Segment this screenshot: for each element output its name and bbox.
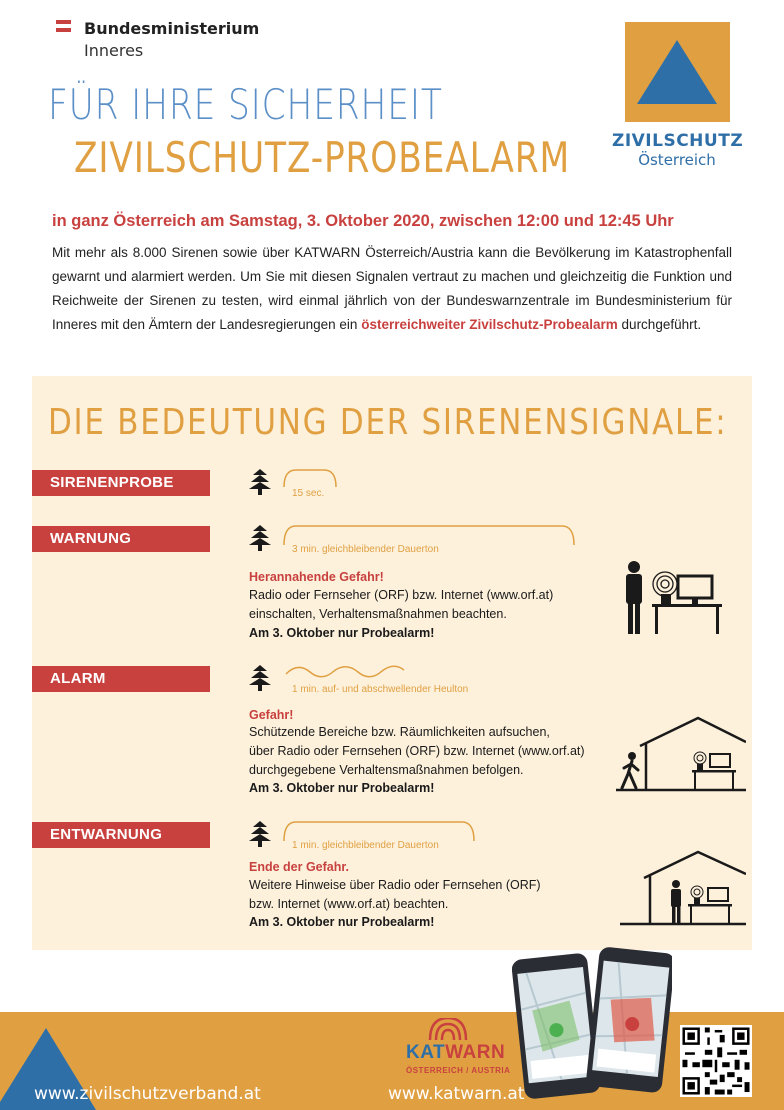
katwarn-sub: ÖSTERREICH / AUSTRIA bbox=[406, 1066, 511, 1075]
austria-flag-icon bbox=[56, 20, 71, 32]
heading-alarm: Gefahr! bbox=[249, 708, 294, 722]
text-alarm-1: Schützende Bereiche bzw. Räumlichkeiten aufsuchen, bbox=[249, 725, 550, 739]
siren-icon bbox=[249, 469, 271, 495]
text-alarm-2: über Radio oder Fernsehen (ORF) bzw. Internet (www.orf.at) bbox=[249, 744, 585, 758]
katwarn-kat: KAT bbox=[406, 1042, 446, 1063]
intro-text-after: durchgeführt. bbox=[617, 317, 702, 332]
label-warnung: 3 min. gleichbleibender Dauerton bbox=[292, 544, 439, 555]
label-alarm: 1 min. auf- und abschwellender Heulton bbox=[292, 684, 469, 695]
house-person-indoors-icon bbox=[620, 848, 746, 928]
signals-title: DIE BEDEUTUNG DER SIRENENSIGNALE: bbox=[48, 402, 728, 443]
text-alarm-3: durchgegebene Verhaltensmaßnahmen befolgen. bbox=[249, 763, 524, 777]
text-warnung-1: Radio oder Fernseher (ORF) bzw. Internet (www.orf.at) bbox=[249, 588, 554, 602]
label-entwarnung: 1 min. gleichbleibender Dauerton bbox=[292, 840, 439, 851]
text-entwarnung-1: Weitere Hinweise über Radio oder Fernsehen (ORF) bbox=[249, 878, 541, 892]
heading-entwarnung: Ende der Gefahr. bbox=[249, 860, 350, 874]
tag-warnung: WARNUNG bbox=[32, 526, 210, 552]
siren-icon bbox=[249, 525, 271, 551]
siren-icon bbox=[249, 821, 271, 847]
broadcast-waves-icon bbox=[428, 1018, 468, 1042]
tag-sirenenprobe: SIRENENPROBE bbox=[32, 470, 210, 496]
smartphones-image bbox=[512, 946, 672, 1100]
zivilschutz-logo bbox=[625, 22, 730, 122]
ministry-name: Bundesministerium bbox=[84, 19, 260, 38]
title-line-2: ZIVILSCHUTZ-PROBEALARM bbox=[74, 133, 571, 182]
house-person-walking-icon bbox=[616, 712, 746, 796]
signal-curve-wave bbox=[284, 660, 408, 682]
text-warnung-2: einschalten, Verhaltensmaßnahmen beachten. bbox=[249, 607, 507, 621]
intro-highlight: österreichweiter Zivilschutz-Probealarm bbox=[361, 317, 618, 332]
qr-code-image bbox=[680, 1025, 752, 1097]
intro-text-before: Mit mehr als 8.000 Sirenen sowie über KATWARN Österreich/Austria kann die Bevölkerung im Katastrophenfall gewarnt und alarmiert werden. Um Sie mit diesen Signalen vertraut zu machen und gleichzeitig die Funktion und Reichweite der Sirenen zu testen, wird einmal jährlich von der Bundeswarnzentrale im Bundesministerium für Inneres mit den Ämtern der Landesregierungen ein bbox=[52, 245, 732, 332]
ministry-sub: Inneres bbox=[84, 41, 144, 60]
katwarn-warn: WARN bbox=[445, 1042, 506, 1063]
triangle-icon bbox=[625, 22, 730, 122]
tag-alarm: ALARM bbox=[32, 666, 210, 692]
heading-warnung: Herannahende Gefahr! bbox=[249, 570, 384, 584]
label-sirenenprobe: 15 sec. bbox=[292, 488, 325, 499]
logo-sub: Österreich bbox=[638, 151, 716, 169]
logo-name: ZIVILSCHUTZ bbox=[612, 131, 744, 151]
note-entwarnung: Am 3. Oktober nur Probealarm! bbox=[249, 915, 435, 929]
text-entwarnung-2: bzw. Internet (www.orf.at) beachten. bbox=[249, 897, 449, 911]
link-katwarn[interactable]: www.katwarn.at bbox=[388, 1084, 525, 1104]
signal-curve-short bbox=[282, 467, 342, 489]
person-radio-icon bbox=[614, 558, 726, 638]
intro-paragraph bbox=[52, 241, 732, 337]
katwarn-logo bbox=[406, 1042, 505, 1064]
note-warnung: Am 3. Oktober nur Probealarm! bbox=[249, 626, 435, 640]
note-alarm: Am 3. Oktober nur Probealarm! bbox=[249, 781, 435, 795]
date-line: in ganz Österreich am Samstag, 3. Oktober 2020, zwischen 12:00 und 12:45 Uhr bbox=[52, 212, 674, 230]
tag-entwarnung: ENTWARNUNG bbox=[32, 822, 210, 848]
title-line-1: FÜR IHRE SICHERHEIT bbox=[48, 80, 443, 129]
link-zivilschutzverband[interactable]: www.zivilschutzverband.at bbox=[34, 1084, 261, 1104]
siren-icon bbox=[249, 665, 271, 691]
